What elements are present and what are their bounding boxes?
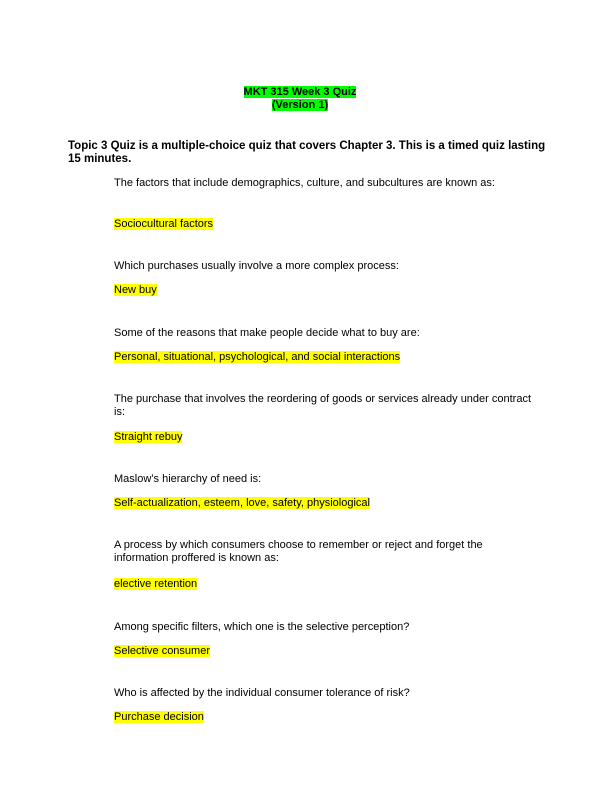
question-5: Maslow’s hierarchy of need is: <box>114 473 262 485</box>
answer-4 <box>114 431 182 444</box>
answer-7 <box>114 645 210 658</box>
question-3: Some of the reasons that make people decide what to buy are: <box>114 327 420 339</box>
quiz-title <box>0 86 600 112</box>
answer-6 <box>114 578 197 591</box>
question-4: The purchase that involves the reordering of goods or services already under contract is: <box>114 393 532 418</box>
question-2: Which purchases usually involve a more complex process: <box>114 260 399 272</box>
question-7: Among specific filters, which one is the selective perception? <box>114 621 410 633</box>
title-line-2: (Version 1) <box>271 99 329 111</box>
answer-1 <box>114 218 213 231</box>
answer-5 <box>114 497 370 510</box>
answer-8 <box>114 711 204 724</box>
answer-2-text: New buy <box>114 284 157 296</box>
question-6: A process by which consumers choose to remember or reject and forget the information proffered is known as: <box>114 539 483 564</box>
answer-8-text: Purchase decision <box>114 711 204 723</box>
answer-3 <box>114 351 400 364</box>
question-8: Who is affected by the individual consumer tolerance of risk? <box>114 687 410 699</box>
quiz-intro: Topic 3 Quiz is a multiple-choice quiz that covers Chapter 3. This is a timed quiz lasting 15 minutes. <box>68 140 546 165</box>
question-1: The factors that include demographics, culture, and subcultures are known as: <box>114 177 495 189</box>
title-line-1: MKT 315 Week 3 Quiz <box>243 86 357 98</box>
answer-2 <box>114 284 157 297</box>
answer-5-text: Self-actualization, esteem, love, safety, physiological <box>114 497 370 509</box>
answer-1-text: Sociocultural factors <box>114 218 214 230</box>
answer-3-text: Personal, situational, psychological, and social interactions <box>114 351 401 363</box>
answer-6-text: elective retention <box>114 578 198 590</box>
answer-4-text: Straight rebuy <box>114 431 183 443</box>
answer-7-text: Selective consumer <box>114 645 210 657</box>
